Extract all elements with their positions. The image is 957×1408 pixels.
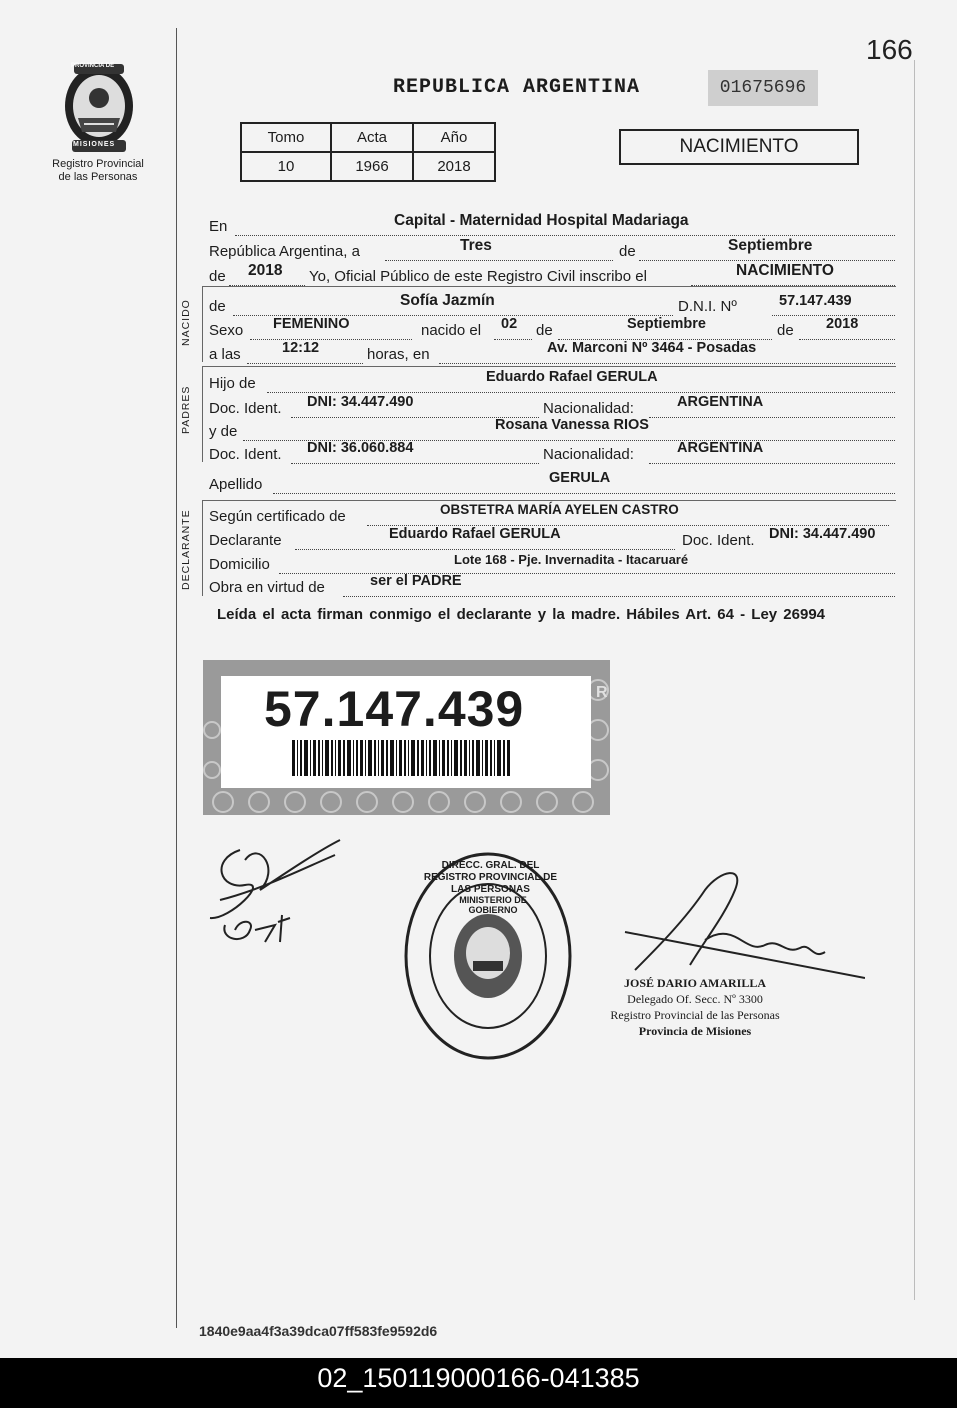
birth-time: 12:12 <box>282 340 320 356</box>
nacionalidad-label: Nacionalidad: <box>543 446 634 463</box>
obra-row <box>209 573 895 599</box>
dotted-line <box>235 235 895 236</box>
mother-doc-row <box>209 440 895 466</box>
intro-date-row <box>209 237 895 263</box>
birth-place: Av. Marconi Nº 3464 - Posadas <box>547 340 757 356</box>
domicilio-row <box>209 554 895 576</box>
address-value: Lote 168 - Pje. Invernadita - Itacaruaré <box>454 552 689 567</box>
declarante-section-label: DECLARANTE <box>180 509 192 590</box>
header-acta: Acta <box>331 123 413 152</box>
de-label: de <box>536 322 553 339</box>
month-value: Septiembre <box>728 237 813 254</box>
dotted-line <box>273 493 895 494</box>
dotted-line <box>649 417 895 418</box>
dotted-line <box>385 260 613 261</box>
declarante-name: Eduardo Rafael GERULA <box>389 526 561 542</box>
document-hash: 1840e9aa4f3a39dca07ff583fe9592d6 <box>199 1323 438 1339</box>
closing-note: Leída el acta firman conmigo el declarante y la madre. Hábiles Art. 64 - Ley 26994 <box>217 606 826 623</box>
declarant-signature <box>200 830 350 960</box>
declarante-doc: DNI: 34.447.490 <box>769 526 876 542</box>
hijo-de-label: Hijo de <box>209 375 256 392</box>
sex-value: FEMENINO <box>273 316 350 332</box>
doc-ident-label: Doc. Ident. <box>209 446 282 463</box>
dotted-line <box>295 549 675 550</box>
child-dni: 57.147.439 <box>779 293 852 309</box>
register-table <box>240 122 496 182</box>
obra-label: Obra en virtud de <box>209 579 325 596</box>
official-signature <box>595 860 865 990</box>
birth-day: 02 <box>501 316 518 332</box>
right-margin-rule <box>914 60 915 1300</box>
registry-line-1: Registro Provincial <box>52 158 144 170</box>
declarante-row <box>209 526 895 552</box>
doc-ident-label: Doc. Ident. <box>682 532 755 549</box>
nacido-el-label: nacido el <box>421 322 482 339</box>
de-label: de <box>209 268 226 285</box>
official-signature-block <box>585 975 805 1039</box>
seal-outer-text: DIRECC. GRAL. DEL REGISTRO PROVINCIAL DE LAS PERSONAS <box>423 860 558 895</box>
value-tomo: 10 <box>241 152 331 181</box>
registry-line-2: de las Personas <box>58 171 138 183</box>
apellido-label: Apellido <box>209 476 263 493</box>
birth-month: Septiembre <box>627 316 706 332</box>
footer-file-code: 02_150119000166-041385 <box>0 1358 957 1408</box>
logo-top-text: PROVINCIA DE <box>71 63 115 69</box>
certificate-value: OBSTETRA MARÍA AYELEN CASTRO <box>440 502 679 517</box>
a-las-label: a las <box>209 346 241 363</box>
act-value: NACIMIENTO <box>736 262 834 279</box>
declarante-label: Declarante <box>209 532 282 549</box>
official-name: JOSÉ DARIO AMARILLA <box>623 976 767 990</box>
registry-caption <box>30 158 166 184</box>
nacido-section-label: NACIDO <box>180 299 192 346</box>
dotted-line <box>247 363 363 364</box>
year-value: 2018 <box>248 262 283 279</box>
logo-bottom-text: MISIONES <box>73 141 116 148</box>
de-label: de <box>619 243 636 260</box>
y-de-label: y de <box>209 423 238 440</box>
dotted-line <box>291 463 539 464</box>
intro-oficial-row <box>209 262 895 288</box>
seal-inner-text: MINISTERIO DE GOBIERNO <box>459 895 527 915</box>
day-value: Tres <box>460 237 492 254</box>
header-tomo: Tomo <box>241 123 331 152</box>
dotted-line <box>799 339 895 340</box>
mother-doc: DNI: 36.060.884 <box>307 440 414 456</box>
pattern-letter: R <box>596 684 608 701</box>
record-type-box: NACIMIENTO <box>619 129 859 165</box>
value-acta: 1966 <box>331 152 413 181</box>
segun-label: Según certificado de <box>209 508 346 525</box>
birth-year: 2018 <box>826 316 859 332</box>
nacido-time-row <box>209 340 895 366</box>
dotted-line <box>267 392 895 393</box>
doc-ident-label: Doc. Ident. <box>209 400 282 417</box>
child-name: Sofía Jazmín <box>400 292 495 309</box>
reason-value: ser el PADRE <box>370 573 462 589</box>
domicilio-label: Domicilio <box>209 556 270 573</box>
apellido-row <box>209 470 895 496</box>
dotted-line <box>649 463 895 464</box>
official-province: Provincia de Misiones <box>638 1024 752 1038</box>
de-label: de <box>777 322 794 339</box>
padres-section-label: PADRES <box>180 385 192 434</box>
mother-name: Rosana Vanessa RIOS <box>495 417 649 433</box>
serial-number: 01675696 <box>708 70 818 106</box>
left-margin-rule <box>176 28 177 1328</box>
father-row <box>209 369 895 395</box>
father-name: Eduardo Rafael GERULA <box>486 369 658 385</box>
dotted-line <box>439 363 895 364</box>
dni-sticker-number: 57.147.439 <box>264 681 525 737</box>
de-label: de <box>209 298 226 315</box>
father-doc: DNI: 34.447.490 <box>307 394 414 410</box>
surname-value: GERULA <box>549 470 611 486</box>
official-title: Delegado Of. Secc. Nº 3300 <box>627 992 763 1006</box>
header-ano: Año <box>413 123 495 152</box>
dotted-line <box>494 339 532 340</box>
value-ano: 2018 <box>413 152 495 181</box>
dotted-line <box>639 260 895 261</box>
official-office: Registro Provincial de las Personas <box>610 1008 780 1022</box>
sexo-label: Sexo <box>209 322 244 339</box>
country-title: REPUBLICA ARGENTINA <box>393 76 641 99</box>
barcode <box>292 740 512 776</box>
mother-nationality: ARGENTINA <box>677 440 764 456</box>
en-label: En <box>209 218 228 235</box>
nacido-name-row <box>209 292 895 318</box>
intro-place-row <box>209 212 895 238</box>
nacido-sex-row <box>209 316 895 342</box>
father-nationality: ARGENTINA <box>677 394 764 410</box>
dotted-line <box>250 339 412 340</box>
oficial-text: Yo, Oficial Público de este Registro Civil inscribo el <box>309 268 647 285</box>
certificate-row <box>209 502 895 528</box>
dotted-line <box>343 596 895 597</box>
place-value: Capital - Maternidad Hospital Madariaga <box>394 212 689 229</box>
nacionalidad-label: Nacionalidad: <box>543 400 634 417</box>
republica-label: República Argentina, a <box>209 243 360 260</box>
page-number: 166 <box>866 34 913 65</box>
horas-label: horas, en <box>367 346 430 363</box>
dni-label: D.N.I. Nº <box>678 298 737 315</box>
